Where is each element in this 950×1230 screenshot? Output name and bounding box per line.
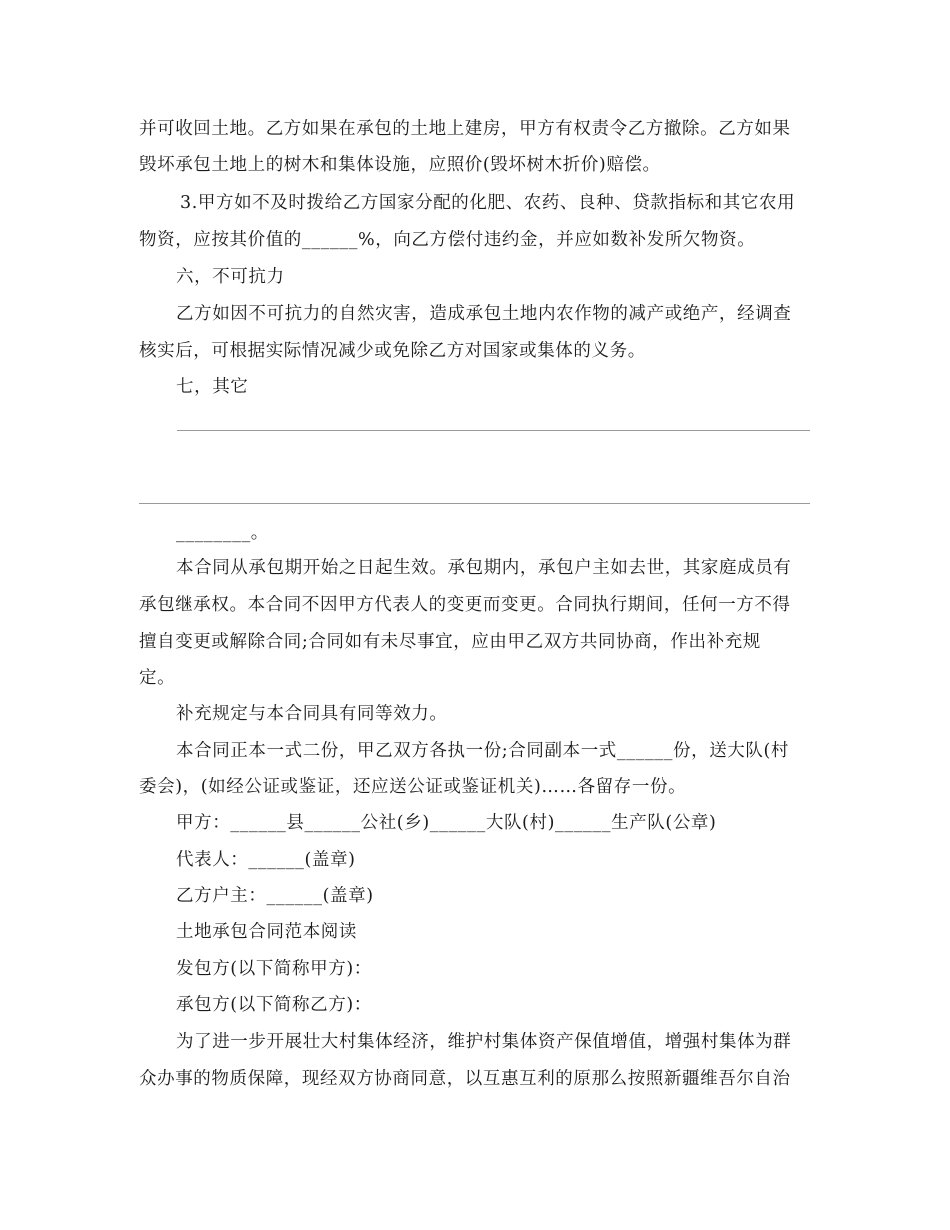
paragraph-line: 物资，应按其价值的______%，向乙方偿付违约金，并应如数补发所欠物资。 — [139, 230, 756, 250]
signature-line-representative: 代表人：______(盖章) — [176, 850, 356, 870]
paragraph-line: 擅自变更或解除合同;合同如有未尽事宜，应由甲乙双方共同协商，作出补充规 — [139, 632, 761, 652]
paragraph-line: 众办事的物质保障，现经双方协商同意，以互惠互利的原那么按照新疆维吾尔自治 — [139, 1069, 791, 1089]
paragraph-line: 为了进一步开展壮大村集体经济，维护村集体资产保值增值，增强村集体为群 — [176, 1032, 792, 1052]
paragraph-line: 本合同从承包期开始之日起生效。承包期内，承包户主如去世，其家庭成员有 — [176, 558, 792, 578]
paragraph-line: 毁坏承包土地上的树木和集体设施，应照价(毁坏树木折价)赔偿。 — [139, 155, 661, 175]
document-subtitle: 土地承包合同范本阅读 — [176, 922, 357, 942]
paragraph-line: 乙方如因不可抗力的自然灾害，造成承包土地内农作物的减产或绝产，经调查 — [176, 304, 792, 324]
paragraph-line: 补充规定与本合同具有同等效力。 — [176, 704, 448, 724]
paragraph-line: 本合同正本一式二份，甲乙双方各执一份;合同副本一式______份，送大队(村 — [176, 741, 790, 761]
paragraph-line: 核实后，可根据实际情况减少或免除乙方对国家或集体的义务。 — [139, 341, 646, 361]
signature-line-party-b: 乙方户主：______(盖章) — [176, 886, 374, 906]
paragraph-line: 承包继承权。本合同不因甲方代表人的变更而变更。合同执行期间，任何一方不得 — [139, 595, 791, 615]
section-heading: 七，其它 — [176, 377, 249, 397]
paragraph-line: ________。 — [176, 523, 269, 543]
blank-fill-line — [177, 430, 810, 431]
paragraph-line: 委会)，(如经公证或鉴证，还应送公证或鉴证机关)……各留存一份。 — [139, 777, 687, 797]
party-b-label: 承包方(以下简称乙方)： — [176, 995, 372, 1015]
signature-line-party-a: 甲方：______县______公社(乡)______大队(村)______生产队(公章) — [176, 813, 717, 833]
paragraph-line: 定。 — [139, 668, 176, 688]
blank-fill-line — [139, 503, 810, 504]
party-a-label: 发包方(以下简称甲方)： — [176, 959, 372, 979]
section-heading: 六，不可抗力 — [176, 267, 285, 287]
paragraph-line: 并可收回土地。乙方如果在承包的土地上建房，甲方有权责令乙方撤除。乙方如果 — [139, 119, 791, 139]
paragraph-line: 3.甲方如不及时拨给乙方国家分配的化肥、农药、良种、贷款指标和其它农用 — [180, 193, 796, 213]
